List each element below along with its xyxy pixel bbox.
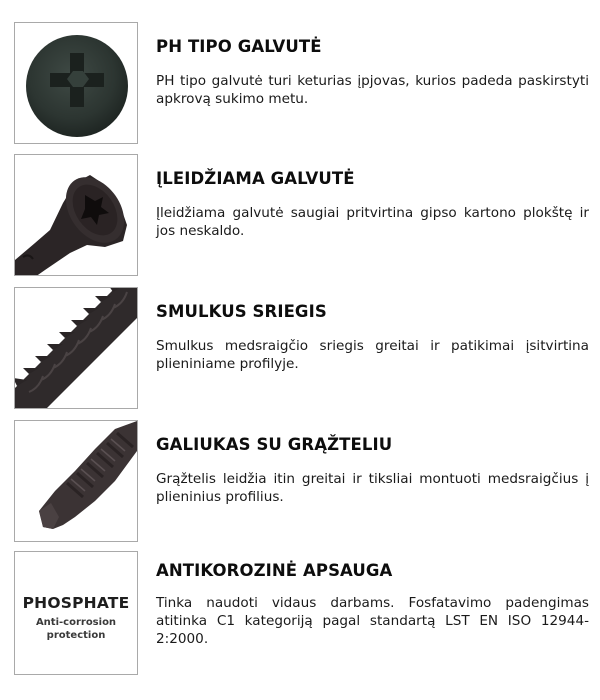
phillips-head-image (14, 22, 138, 144)
drill-tip-image (14, 420, 138, 542)
drill-tip-icon (15, 421, 137, 542)
phosphate-badge-line2: protection (46, 630, 106, 641)
countersunk-head-icon (15, 155, 137, 276)
feature-title: PH TIPO GALVUTĖ (156, 37, 322, 56)
fine-thread-image (14, 287, 138, 409)
phillips-head-icon (15, 23, 137, 143)
feature-description: Grąžtelis leidžia itin greitai ir tiksliai montuoti medsraigčius į plieninius profilius. (156, 471, 589, 505)
phosphate-badge (14, 551, 138, 675)
phosphate-badge-subtitle (15, 616, 137, 642)
feature-description: Smulkus medsraigčio sriegis greitai ir patikimai įsitvirtina plieniniame profilyje. (156, 338, 589, 372)
feature-description: Tinka naudoti vidaus darbams. Fosfatavimo padengimas atitinka C1 kategoriją pagal standartą LST EN ISO 12944-2:2000. (156, 595, 589, 647)
feature-title: ANTIKOROZINĖ APSAUGA (156, 561, 393, 580)
fine-thread-icon (15, 288, 137, 409)
feature-description: PH tipo galvutė turi keturias įpjovas, kurios padeda paskirstyti apkrovą sukimo metu. (156, 73, 589, 107)
phosphate-badge-title: PHOSPHATE (22, 594, 130, 612)
countersunk-head-image (14, 154, 138, 276)
feature-title: SMULKUS SRIEGIS (156, 302, 327, 321)
phosphate-badge-line1: Anti-corrosion (35, 617, 117, 628)
feature-title: GALIUKAS SU GRĄŽTELIU (156, 435, 393, 454)
feature-title: ĮLEIDŽIAMA GALVUTĖ (156, 169, 355, 188)
feature-description: Įleidžiama galvutė saugiai pritvirtina gipso kartono plokštę ir jos neskaldo. (156, 205, 589, 239)
